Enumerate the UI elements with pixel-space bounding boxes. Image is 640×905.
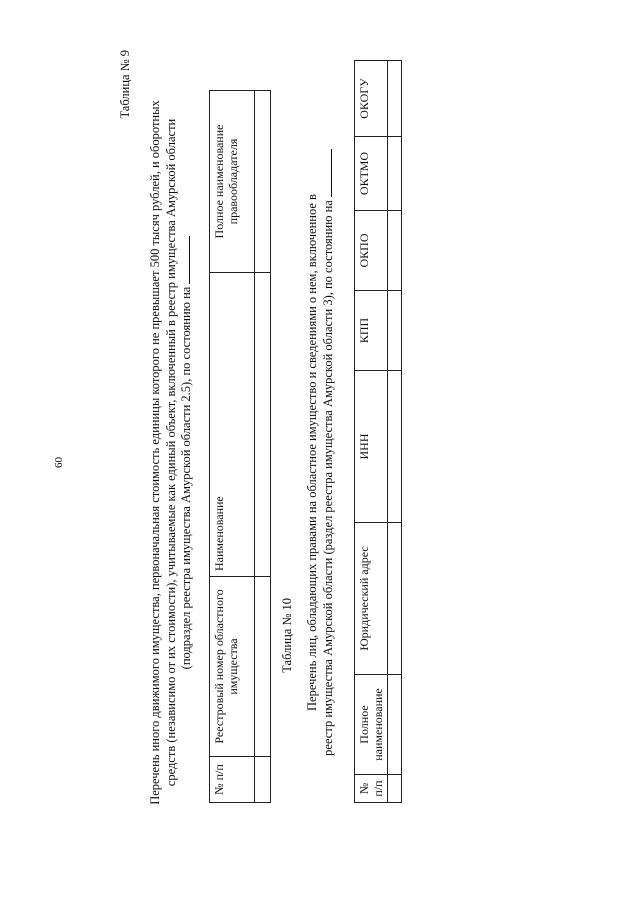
table9-header-cell: Реестровый номер областного имущества (210, 577, 255, 757)
table10-cell (388, 291, 402, 371)
table10-cell (388, 137, 402, 211)
table10-cell (388, 61, 402, 137)
table10-cell (388, 675, 402, 775)
table10-header-cell: № п/п (355, 775, 388, 803)
date-blank-line (179, 236, 190, 284)
table10-label: Таблица № 10 (280, 598, 294, 673)
table10-cell (388, 211, 402, 291)
table10-cell (388, 371, 402, 523)
table10-title (305, 0, 336, 905)
table9-header-cell: № п/п (210, 757, 255, 803)
date-blank-line (321, 149, 332, 197)
table9 (209, 90, 271, 803)
table10-header-cell: ИНН (355, 371, 388, 523)
table9-title-line: Перечень иного движимого имущества, первоначальная стоимость единицы которого не превышает 500 тысяч рублей, и оборотных (148, 100, 162, 805)
table10-header-cell: ОКТМО (355, 137, 388, 211)
table10-empty-row (388, 61, 402, 803)
table9-header-row (210, 91, 255, 803)
table9-title-line: (подраздел реестра имущества Амурской области 2.5), по состоянию на (179, 286, 193, 670)
table10-header-cell: ОКПО (355, 211, 388, 291)
page-number: 60 (53, 457, 65, 468)
table9-title-line-wrap (179, 0, 195, 905)
table9-title (148, 0, 195, 905)
table10-header-cell: ОКОГУ (355, 61, 388, 137)
table10-header-row (355, 61, 388, 803)
table9-empty-row (255, 91, 271, 803)
table10-title-line: реестр имущества Амурской области (раздел реестра имущества Амурской области 3), по состоянию на (320, 200, 335, 756)
table9-title-line: средств (независимо от их стоимости), учитываемые как единый объект, включенный в реестр имущества Амурской области (163, 118, 178, 787)
table10-header-cell: КПП (355, 291, 388, 371)
table9-cell (255, 577, 271, 757)
table9-header-cell: Полное наименование правообладателя (210, 91, 255, 273)
table10-cell (388, 775, 402, 803)
table10-title-line-wrap (321, 0, 337, 905)
table9-header-cell: Наименование (210, 273, 255, 577)
table10-header-cell: Полное наименование (355, 675, 388, 775)
table10-cell (388, 523, 402, 675)
table9-cell (255, 273, 271, 577)
table9-cell (255, 91, 271, 273)
table9-cell (255, 757, 271, 803)
table10 (354, 60, 402, 803)
table10-title-line: Перечень лиц, обладающих правами на областное имущество и сведениями о нем, включенное в (305, 194, 319, 711)
table10-header-cell: Юридический адрес (355, 523, 388, 675)
table9-label: Таблица № 9 (118, 50, 132, 119)
